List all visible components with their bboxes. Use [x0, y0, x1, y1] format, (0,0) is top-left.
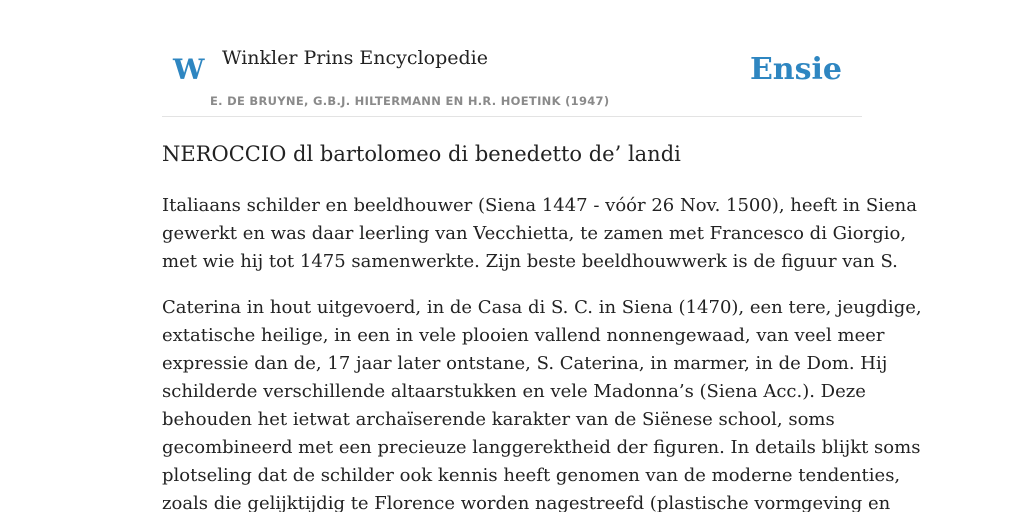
paragraph-line: behouden het ietwat archaïserende karakter van de Siënese school, soms	[162, 409, 835, 430]
paragraph-line: zoals die gelijktijdig te Florence worden nagestreefd (plastische vormgeving en	[162, 493, 891, 512]
site-title[interactable]: Winkler Prins Encyclopedie	[222, 47, 488, 69]
article-headword: NEROCCIO dl bartolomeo di benedetto de’ landi	[162, 142, 681, 166]
paragraph-line: schilderde verschillende altaarstukken en vele Madonna’s (Siena Acc.). Deze	[162, 381, 866, 402]
paragraph-line: expressie dan de, 17 jaar later ontstane, S. Caterina, in marmer, in de Dom. Hij	[162, 353, 888, 374]
article-body	[162, 192, 922, 512]
paragraph-line: plotseling dat de schilder ook kennis heeft genomen van de moderne tendenties,	[162, 465, 901, 486]
paragraph-line: extatische heilige, in een in vele plooien vallend nonnengewaad, van veel meer	[162, 325, 885, 346]
paragraph-line: Caterina in hout uitgevoerd, in de Casa di S. C. in Siena (1470), een tere, jeugdige,	[162, 297, 922, 318]
paragraph-line: Italiaans schilder en beeldhouwer (Siena 1447 - vóór 26 Nov. 1500), heeft in Siena	[162, 195, 917, 216]
authors-line: E. DE BRUYNE, G.B.J. HILTERMANN EN H.R. HOETINK (1947)	[210, 94, 610, 108]
brand-logo[interactable]: Ensie	[749, 52, 842, 87]
article-paragraph-2	[162, 294, 922, 512]
paragraph-line: gewerkt en was daar leerling van Vecchietta, te zamen met Francesco di Giorgio,	[162, 223, 907, 244]
article-paragraph-1	[162, 192, 917, 276]
site-header	[162, 40, 862, 117]
paragraph-line: gecombineerd met een precieuze langgerektheid der figuren. In details blijkt soms	[162, 437, 921, 458]
site-logo[interactable]: W	[173, 53, 205, 86]
paragraph-line: met wie hij tot 1475 samenwerkte. Zijn beste beeldhouwwerk is de figuur van S.	[162, 251, 898, 272]
